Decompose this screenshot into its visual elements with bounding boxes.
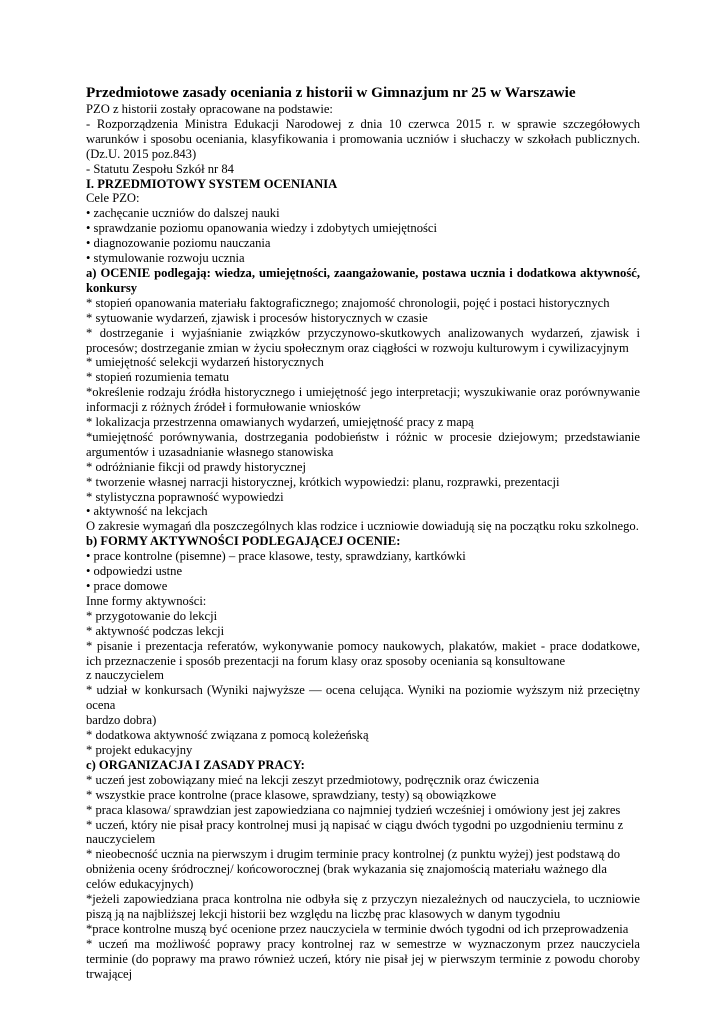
goal-item: • zachęcanie uczniów do dalszej nauki: [86, 206, 280, 221]
activity-item: * udział w konkursach (Wyniki najwyższe — ocena celująca. Wyniki na poziomie wyższym niż przeciętny ocena: [86, 683, 640, 713]
rule-item: * praca klasowa/ sprawdzian jest zapowiedziana co najmniej tydzień wcześniej i omówiony jest jej zakres: [86, 802, 621, 817]
activity-item: • prace domowe: [86, 579, 168, 593]
document-title: Przedmiotowe zasady oceniania z historii w Gimnazjum nr 25 w Warszawie: [86, 84, 576, 101]
intro-statute: - Statutu Zespołu Szkół nr 84: [86, 161, 234, 176]
assessment-item: * stopień opanowania materiału faktograficznego; znajomość chronologii, pojęć i postaci historycznych: [86, 295, 610, 310]
assessment-item: * lokalizacja przestrzenna omawianych wydarzeń, umiejętność pracy z mapą: [86, 415, 474, 430]
section-heading: I. PRZEDMIOTOWY SYSTEM OCENIANIA: [86, 176, 338, 191]
activity-item: * projekt edukacyjny: [86, 742, 193, 757]
rule-item: * wszystkie prace kontrolne (prace klasowe, sprawdziany, testy) są obowiązkowe: [86, 787, 497, 802]
goal-item: • diagnozowanie poziomu nauczania: [86, 236, 271, 251]
assessment-item: * sytuowanie wydarzeń, zjawisk i procesów historycznych w czasie: [86, 310, 428, 325]
intro-line: PZO z historii zostały opracowane na podstawie:: [86, 102, 333, 116]
activity-item: * aktywność podczas lekcji: [86, 623, 225, 638]
activity-item-continuation: bardzo dobra): [86, 713, 157, 728]
activity-item: • odpowiedzi ustne: [86, 564, 183, 579]
assessment-item: * stylistyczna poprawność wypowiedzi: [86, 489, 284, 504]
assessment-item: * tworzenie własnej narracji historycznej, krótkich wypowiedzi: planu, rozprawki, prezentacji: [86, 474, 560, 489]
intro-regulation: - Rozporządzenia Ministra Edukacji Narodowej z dnia 10 czerwca 2015 r. w sprawie szczegółowych warunków i sposobu oceniania, klasyfikowania i promowania uczniów i słuchaczy w szkołach publicznych. (Dz.U. 2015 poz.843): [86, 116, 640, 161]
rule-item: * uczeń jest zobowiązany mieć na lekcji zeszyt przedmiotowy, podręcznik oraz ćwiczenia: [86, 772, 540, 787]
assessment-item: *określenie rodzaju źródła historycznego i umiejętność jego interpretacji; wyszukiwanie oraz porównywanie informacji z różnych źródeł i formułowanie wniosków: [86, 385, 640, 415]
goals-label: Cele PZO:: [86, 191, 140, 206]
goal-item: • stymulowanie rozwoju ucznia: [86, 251, 245, 266]
assessment-item: * odróżnianie fikcji od prawdy historycznej: [86, 459, 306, 474]
section-a-heading: a) OCENIE podlegają: wiedza, umiejętności, zaangażowanie, postawa ucznia i dodatkowa aktywność, konkursy: [86, 265, 640, 295]
document-page: [86, 84, 640, 981]
goal-item: • sprawdzanie poziomu opanowania wiedzy i zdobytych umiejętności: [86, 221, 437, 236]
rule-item: * uczeń, który nie pisał pracy kontrolnej musi ją napisać w ciągu dwóch tygodni po uzgodnieniu terminu z nauczycielem: [86, 817, 624, 847]
section-b-heading: b) FORMY AKTYWNOŚCI PODLEGAJĄCEJ OCENIE:: [86, 534, 401, 549]
rule-item: *prace kontrolne muszą być ocenione przez nauczyciela w terminie dwóch tygodni od ich przeprowadzenia: [86, 921, 629, 936]
assessment-item: * dostrzeganie i wyjaśnianie związków przyczynowo-skutkowych analizowanych wydarzeń, zjawisk i procesów; dostrzeganie zmian w życiu społecznym oraz ciągłości w rozwoju kulturowym i cywilizacyjnym: [86, 325, 640, 355]
activity-item: * przygotowanie do lekcji: [86, 608, 218, 623]
activity-subheading: Inne formy aktywności:: [86, 593, 207, 608]
section-c-heading: c) ORGANIZACJA I ZASADY PRACY:: [86, 757, 305, 772]
assessment-note: O zakresie wymagań dla poszczególnych klas rodzice i uczniowie dowiadują się na początku roku szkolnego.: [86, 519, 639, 534]
rule-item: * nieobecność ucznia na pierwszym i drugim terminie pracy kontrolnej (z punktu wyżej) jest podstawą do obniżenia oceny śródrocznej/ końcoworocznej (brak wykazania się znajomością materiału ważnego dla celów edukacyjnych): [86, 847, 621, 892]
activity-item: • prace kontrolne (pisemne) – prace klasowe, testy, sprawdziany, kartkówki: [86, 549, 466, 564]
assessment-item: *umiejętność porównywania, dostrzegania podobieństw i różnic w procesie dziejowym; przedstawianie argumentów i uzasadnianie własnego stanowiska: [86, 429, 640, 459]
rule-item: * uczeń ma możliwość poprawy pracy kontrolnej raz w semestrze w wyznaczonym przez nauczyciela terminie (do poprawy ma prawo również uczeń, który nie pisał jej w pierwszym terminie z powodu choroby trwającej: [86, 936, 640, 981]
activity-item: * pisanie i prezentacja referatów, wykonywanie pomocy naukowych, plakatów, makiet - prace dodatkowe, ich przeznaczenie i sposób prezentacji na forum klasy oraz sposoby oceniania są konsultowane: [86, 638, 640, 668]
assessment-item: * stopień rozumienia tematu: [86, 370, 230, 385]
assessment-item: * umiejętność selekcji wydarzeń historycznych: [86, 355, 324, 370]
assessment-item: • aktywność na lekcjach: [86, 504, 208, 519]
rule-item: *jeżeli zapowiedziana praca kontrolna nie odbyła się z przyczyn niezależnych od nauczyciela, to uczniowie piszą ją na najbliższej lekcji historii bez względu na liczbę prac klasowych w danym tygodniu: [86, 892, 640, 921]
activity-item: * dodatkowa aktywność związana z pomocą koleżeńską: [86, 728, 369, 743]
activity-item-continuation: z nauczycielem: [86, 668, 164, 683]
